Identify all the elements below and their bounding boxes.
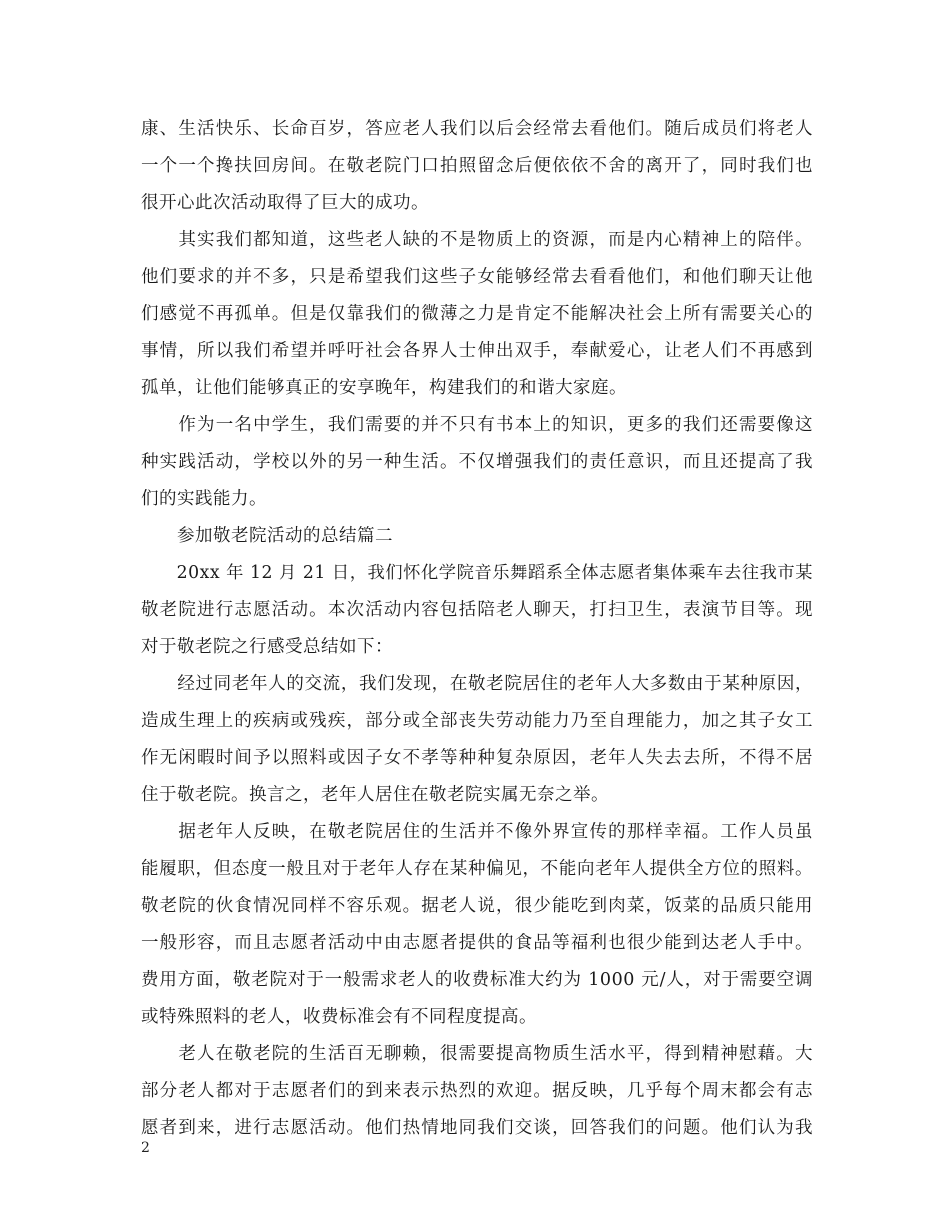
text-line: 造成生理上的疾病或残疾，部分或全部丧失劳动能力乃至自理能力，加之其子女工: [141, 711, 813, 731]
text-line: 费用方面，敬老院对于一般需求老人的收费标准大约为 1000 元/人，对于需要空调: [141, 970, 813, 990]
text-line: 其实我们都知道，这些老人缺的不是物质上的资源，而是内心精神上的陪伴。: [141, 230, 813, 250]
text-line: 老人在敬老院的生活百无聊赖，很需要提高物质生活水平，得到精神慰藉。大: [141, 1044, 813, 1064]
text-line: 事情，所以我们希望并呼吁社会各界人士伸出双手，奉献爱心，让老人们不再感到: [141, 341, 813, 361]
text-line: 很开心此次活动取得了巨大的成功。: [141, 193, 429, 213]
text-line: 康、生活快乐、长命百岁，答应老人我们以后会经常去看他们。随后成员们将老人: [141, 119, 813, 139]
text-line: 愿者到来，进行志愿活动。他们热情地同我们交谈，回答我们的问题。他们认为我: [141, 1118, 813, 1138]
text-line: 孤单，让他们能够真正的安享晚年，构建我们的和谐大家庭。: [141, 378, 627, 398]
text-line: 种实践活动，学校以外的另一种生活。不仅增强我们的责任意识，而且还提高了我: [141, 452, 813, 472]
text-line: 他们要求的并不多，只是希望我们这些子女能够经常去看看他们，和他们聊天让他: [141, 267, 813, 287]
text-line: 能履职，但态度一般且对于老年人存在某种偏见，不能向老年人提供全方位的照料。: [141, 859, 813, 879]
text-line: 作无闲暇时间予以照料或因子女不孝等种种复杂原因，老年人失去去所，不得不居: [141, 748, 813, 768]
text-line: 或特殊照料的老人，收费标准会有不同程度提高。: [141, 1007, 537, 1027]
text-line: 对于敬老院之行感受总结如下：: [141, 637, 393, 657]
text-line: 们感觉不再孤单。但是仅靠我们的微薄之力是肯定不能解决社会上所有需要关心的: [141, 304, 813, 324]
text-line: 经过同老年人的交流，我们发现，在敬老院居住的老年人大多数由于某种原因，: [141, 674, 813, 694]
text-line: 据老年人反映，在敬老院居住的生活并不像外界宣传的那样幸福。工作人员虽: [141, 822, 813, 842]
text-line: 20xx 年 12 月 21 日，我们怀化学院音乐舞蹈系全体志愿者集体乘车去往我市某: [141, 563, 813, 583]
document-body: [141, 111, 813, 1147]
text-line: 作为一名中学生，我们需要的并不只有书本上的知识，更多的我们还需要像这: [141, 415, 813, 435]
page-number: 2: [141, 1140, 150, 1156]
text-line: 部分老人都对于志愿者们的到来表示热烈的欢迎。据反映，几乎每个周末都会有志: [141, 1081, 813, 1101]
text-line: 一个一个搀扶回房间。在敬老院门口拍照留念后便依依不舍的离开了，同时我们也: [141, 156, 813, 176]
text-line: 参加敬老院活动的总结篇二: [141, 526, 393, 546]
text-line: 们的实践能力。: [141, 489, 267, 509]
text-line: 一般形容，而且志愿者活动中由志愿者提供的食品等福利也很少能到达老人手中。: [141, 933, 813, 953]
text-line: 敬老院进行志愿活动。本次活动内容包括陪老人聊天，打扫卫生，表演节目等。现: [141, 600, 813, 620]
text-line: 住于敬老院。换言之，老年人居住在敬老院实属无奈之举。: [141, 785, 609, 805]
text-line: 敬老院的伙食情况同样不容乐观。据老人说，很少能吃到肉菜，饭菜的品质只能用: [141, 896, 813, 916]
